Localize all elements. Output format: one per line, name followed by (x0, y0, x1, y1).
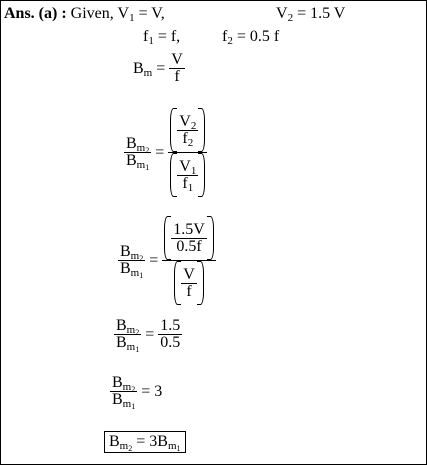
numeric-ratio: $\frac{1.5}{0.5}$ (160, 317, 181, 351)
equation-ratio-substituted: $\frac{B_{m_2}}{B_{m_1}}$ = $\frac{\frac{1.5V}{0.5f}}{\frac{V}{f}}$ (118, 216, 216, 305)
ratio-value: 3 (154, 382, 163, 400)
substituted-ratio: $\frac{\frac{1.5V}{0.5f}}{\frac{V}{f}}$ (162, 216, 216, 305)
v-f-ratio: $\frac{\frac{V_2}{f_2}}{\frac{V_1}{f_1}}$ (168, 108, 207, 197)
equation-ratio-result: $\frac{B_{m_2}}{B_{m_1}}$ = 3 (112, 374, 163, 411)
v1-symbol: $V_1$ (117, 5, 135, 24)
bm-ratio: $\frac{B_{m_2}}{B_{m_1}}$ (120, 243, 144, 280)
v2-definition: $V_2 = 1.5$ V (276, 5, 346, 24)
bm-ratio: $\frac{B_{m_2}}{B_{m_1}}$ (116, 317, 140, 354)
v1-value: = V, (138, 5, 165, 22)
bm-ratio: $\frac{B_{m_2}}{B_{m_1}}$ (126, 135, 150, 172)
header-line (4, 6, 165, 22)
equation-ratio-numeric: $\frac{B_{m_2}}{B_{m_1}}$ = $\frac{1.5}{0.5}$ (116, 317, 181, 354)
f2-definition: $f_2 = 0.5$ f (222, 28, 280, 47)
v-over-f: $\frac{V}{f}$ (171, 51, 183, 85)
equation-ratio-symbolic: $\frac{B_{m_2}}{B_{m_1}}$ = $\frac{\frac{V_2}{f_2}}{\frac{V_1}{f_1}}$ (124, 108, 207, 197)
final-answer-box: $B_{m_2} = 3B_{m_1}$ (104, 431, 186, 453)
equation-bm: $B_m$ = $\frac{V}{f}$ (133, 51, 183, 85)
f1-definition: $f_1 = f$, (143, 28, 181, 47)
given-label: Given, (70, 5, 114, 22)
bm-symbol: $B_m$ (133, 59, 153, 79)
answer-label: Ans. (a) : (4, 5, 67, 22)
bm-ratio: $\frac{B_{m_2}}{B_{m_1}}$ (112, 374, 136, 411)
